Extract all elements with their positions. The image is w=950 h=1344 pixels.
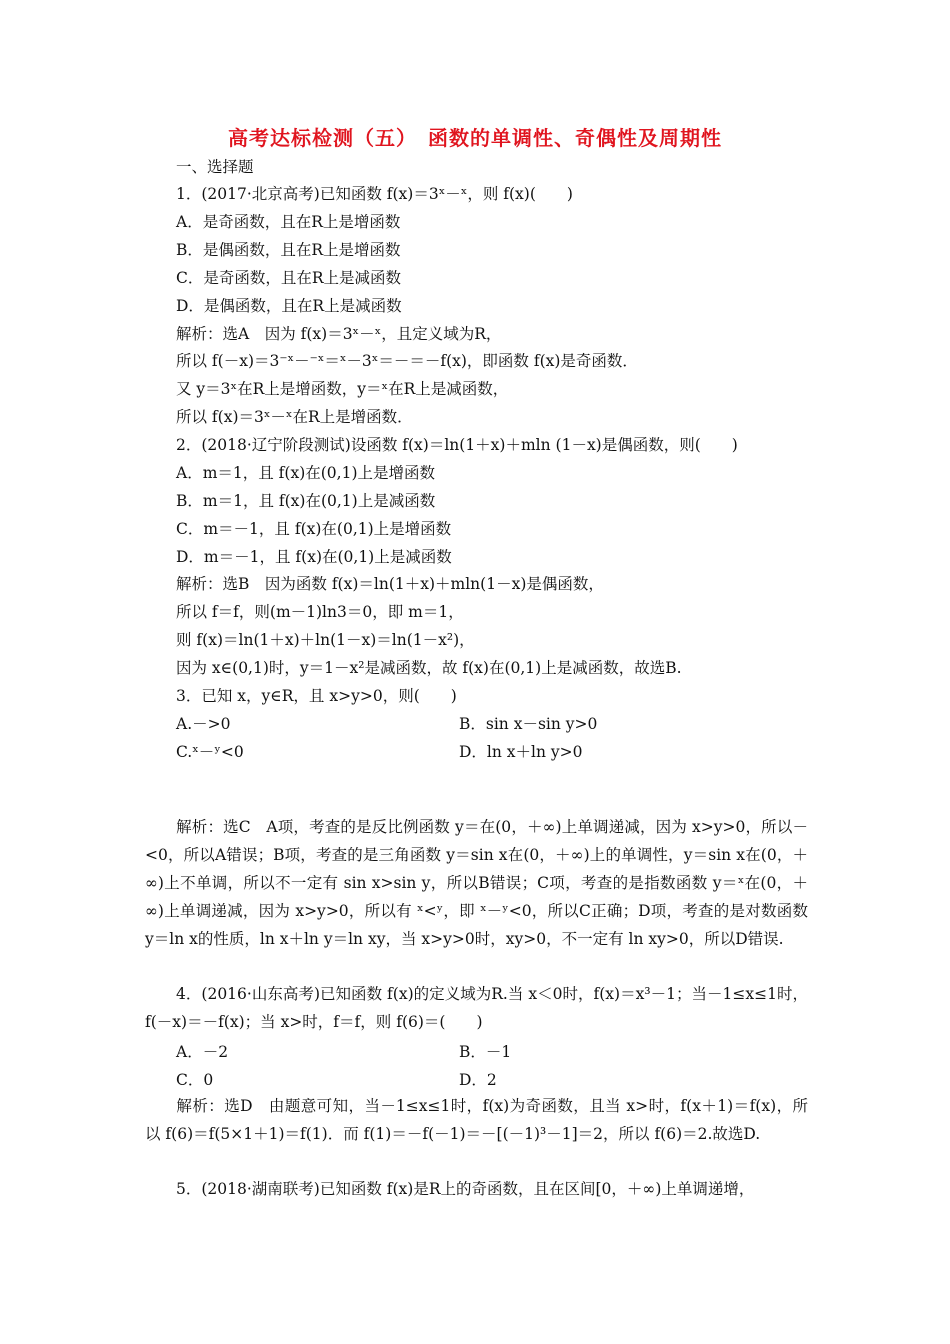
section-heading: 一、选择题 xyxy=(176,158,254,176)
q2-analysis-line: 因为 x∈(0,1)时，y＝1－x²是减函数，故 f(x)在(0,1)上是减函数，故选B. xyxy=(176,659,682,677)
q3-option-c: C.ˣ－ʸ<0 xyxy=(176,743,244,761)
q3-stem: 3．已知 x，y∈R，且 x>y>0，则( ) xyxy=(176,687,457,705)
q5-stem xyxy=(145,1175,808,1203)
q1-stem: 1．(2017·北京高考)已知函数 f(x)＝3ˣ－ˣ，则 f(x)( ) xyxy=(176,185,573,203)
q1-option-d: D．是偶函数，且在R上是减函数 xyxy=(176,297,402,315)
q2-analysis-line: 解析：选B 因为函数 f(x)＝ln(1＋x)＋mln(1－x)是偶函数， xyxy=(176,575,604,593)
q1-option-a: A．是奇函数，且在R上是增函数 xyxy=(176,213,401,231)
q4-option-d: D．2 xyxy=(459,1071,497,1089)
page-title: 高考达标检测（五） 函数的单调性、奇偶性及周期性 xyxy=(228,126,722,150)
q4-option-b: B．－1 xyxy=(459,1043,512,1061)
q3-option-d: D．ln x＋ln y>0 xyxy=(459,743,583,761)
q4-analysis xyxy=(145,1092,808,1148)
q1-option-b: B．是偶函数，且在R上是增函数 xyxy=(176,241,401,259)
q1-analysis-line: 所以 f(－x)＝3⁻ˣ－⁻ˣ＝ˣ－3ˣ＝－＝－f(x)，即函数 f(x)是奇函数． xyxy=(176,352,638,370)
q1-analysis-line: 又 y＝3ˣ在R上是增函数，y＝ˣ在R上是减函数， xyxy=(176,380,509,398)
q1-analysis-line: 所以 f(x)＝3ˣ－ˣ在R上是增函数． xyxy=(176,408,413,426)
q2-option-a: A．m＝1，且 f(x)在(0,1)上是增函数 xyxy=(176,464,435,482)
q4-analysis-text: 解析：选D 由题意可知，当－1≤x≤1时，f(x)为奇函数，且当 x>时，f(x＋1)＝f(x)，所以 f(6)＝f(5×1＋1)＝f(1)．而 f(1)＝－f(－1)＝－[(－1)³－1]＝2，所以 f(6)＝2.故选D. xyxy=(145,1097,808,1143)
q4-stem-text: 4．(2016·山东高考)已知函数 f(x)的定义域为R.当 x＜0时，f(x)＝x³－1；当－1≤x≤1时，f(－x)＝－f(x)；当 x>时，f＝f，则 f(6)＝( ) xyxy=(145,985,808,1031)
q2-option-d: D．m＝－1，且 f(x)在(0,1)上是减函数 xyxy=(176,548,452,566)
q5-stem-text: 5．(2018·湖南联考)已知函数 f(x)是R上的奇函数，且在区间[0，＋∞)上单调递增， xyxy=(176,1180,755,1198)
q4-option-a: A．－2 xyxy=(176,1043,229,1061)
q3-option-a: A.－>0 xyxy=(176,715,231,733)
q2-analysis-line: 则 f(x)＝ln(1＋x)＋ln(1－x)＝ln(1－x²)， xyxy=(176,631,475,649)
q2-option-c: C．m＝－1，且 f(x)在(0,1)上是增函数 xyxy=(176,520,452,538)
q4-option-c: C．0 xyxy=(176,1071,214,1089)
q3-analysis xyxy=(145,813,808,953)
q2-option-b: B．m＝1，且 f(x)在(0,1)上是减函数 xyxy=(176,492,436,510)
q1-option-c: C．是奇函数，且在R上是减函数 xyxy=(176,269,402,287)
q2-analysis-line: 所以 f＝f，则(m－1)ln3＝0，即 m＝1， xyxy=(176,603,464,621)
q4-stem xyxy=(145,980,808,1036)
q1-analysis-line: 解析：选A 因为 f(x)＝3ˣ－ˣ，且定义域为R， xyxy=(176,325,502,343)
q3-analysis-text: 解析：选C A项，考查的是反比例函数 y＝在(0，＋∞)上单调递减，因为 x>y>0，所以－<0，所以A错误；B项，考查的是三角函数 y＝sin x在(0，＋∞)上的单调性，y＝sin x在(0，＋∞)上不单调，所以不一定有 sin x>sin y，所以B错误；C项，考查的是指数函数 y＝ˣ在(0，＋∞)上单调递减，因为 x>y>0，所以有 ˣ<ʸ，即 ˣ－ʸ<0，所以C正确；D项，考查的是对数函数 y＝ln x的性质，ln x＋ln y＝ln xy，当 x>y>0时，xy>0，不一定有 ln xy>0，所以D错误. xyxy=(145,818,808,948)
q2-stem: 2．(2018·辽宁阶段测试)设函数 f(x)＝ln(1＋x)＋mln (1－x)是偶函数，则( ) xyxy=(176,436,738,454)
q3-option-b: B．sin x－sin y>0 xyxy=(459,715,598,733)
